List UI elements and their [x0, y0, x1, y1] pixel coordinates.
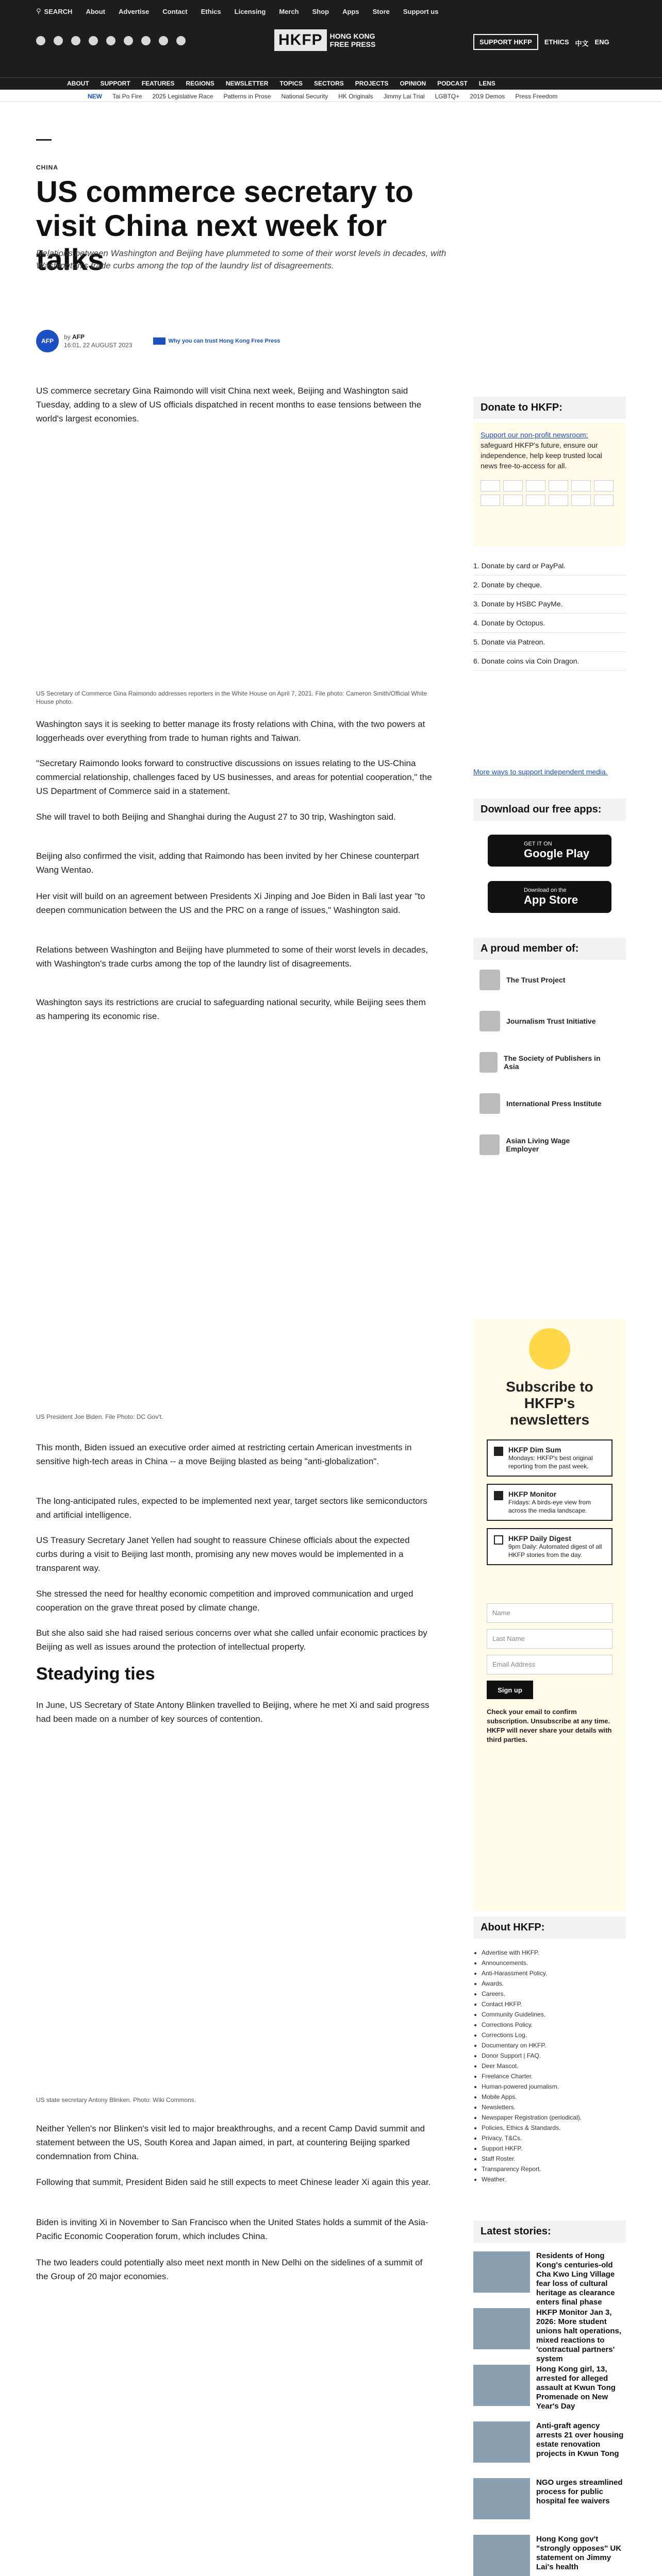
paragraph: Her visit will build on an agreement between Presidents Xi Jinping and Joe Biden in Bali last year "to deepen communication between the US and the PRC on a range of issues," Washington said. [36, 891, 425, 915]
about-link[interactable]: • Community Guidelines. [482, 2009, 626, 2020]
search-link[interactable]: ⚲ SEARCH [36, 7, 73, 15]
payment-cards [481, 480, 619, 506]
as-label: App Store [524, 893, 578, 906]
story-thumbnail [473, 2251, 530, 2293]
member-sopa[interactable] [479, 1051, 603, 1074]
trending-item[interactable]: Tai Po Fire [112, 93, 142, 100]
name-field[interactable]: Name [487, 1603, 613, 1623]
as-small: Download on the [524, 887, 567, 893]
member-name: Journalism Trust Initiative [506, 1017, 596, 1025]
nav-lens[interactable]: LENS [478, 80, 495, 87]
paragraph: Biden is inviting Xi in November to San Francisco when the United States holds a summit of the Asia-Pacific Economic Cooperation forum, which includes China. [36, 2217, 428, 2241]
top-link-shop[interactable]: Shop [312, 7, 329, 15]
trust-project-logo [479, 970, 500, 990]
donate-intro-link[interactable]: Support our non-profit newsroom: [481, 431, 588, 439]
newsletter-title: Subscribe to HKFP's newsletters [506, 1379, 593, 1428]
trending-bar [0, 91, 662, 102]
trending-item[interactable]: National Security [281, 93, 328, 100]
donate-box [473, 422, 626, 546]
trust-link[interactable] [153, 337, 280, 345]
email-icon[interactable] [159, 36, 168, 45]
about-link[interactable]: • Anti-Harassment Policy. [482, 1968, 626, 1978]
about-link[interactable]: • Advertise with HKFP. [482, 1947, 626, 1958]
nav-support[interactable]: SUPPORT [100, 80, 130, 87]
about-link[interactable]: • Human-powered journalism. [482, 2081, 626, 2092]
donate-option[interactable]: 5. Donate via Patreon. [473, 633, 626, 652]
living-wage-logo [479, 1134, 500, 1155]
top-link-ethics[interactable]: Ethics [201, 7, 221, 15]
paragraph: But she also said she had raised serious concerns over what she called unfair economic practices by Beijing as well as issues around the protection of intellectual property. [36, 1628, 427, 1652]
about-link[interactable]: • Contact HKFP. [482, 1999, 626, 2009]
image-caption: US state secretary Antony Blinken. Photo: Wiki Commons. [36, 2096, 196, 2104]
paragraph: She stressed the need for healthy economic competition and improved communication and urged cooperation on the grave threat posed by climate change. [36, 1589, 413, 1613]
header-actions [473, 34, 609, 50]
threads-icon[interactable] [89, 36, 98, 45]
sidebar-apps-title: Download our free apps: [473, 799, 626, 821]
donate-intro: safeguard HKFP's future, ensure our independence, help keep trusted local news free-to-access for all. [481, 441, 602, 470]
member-jti[interactable] [479, 1010, 603, 1032]
newsletter-option[interactable] [487, 1439, 613, 1477]
paragraph: She will travel to both Beijing and Shanghai during the August 27 to 30 trip, Washington said. [36, 812, 396, 822]
about-link[interactable]: • Newsletters. [482, 2102, 626, 2112]
checkbox-checked[interactable] [494, 1447, 503, 1456]
story-thumbnail [473, 2365, 530, 2406]
about-link[interactable]: • Privacy, T&Cs. [482, 2133, 626, 2143]
latest-story[interactable] [473, 2365, 626, 2411]
donate-option[interactable]: 2. Donate by cheque. [473, 575, 626, 595]
about-link[interactable]: • Transparency Report. [482, 2164, 626, 2174]
site-logo[interactable] [274, 25, 388, 56]
image-caption: US Secretary of Commerce Gina Raimondo addresses reporters in the White House on April 7, 2021. File photo: Cameron Smith/Official White House photo. [36, 690, 427, 705]
story-title[interactable]: NGO urges streamlined process for public hospital fee waivers [536, 2478, 623, 2505]
article-image [36, 428, 433, 685]
paragraph: US Treasury Secretary Janet Yellen had sought to reassure Chinese officials about the expected curbs during a visit to Beijing last month, promising any new moves would be implemented in a transparent way. [36, 1535, 410, 1573]
newsletter-name: HKFP Monitor [508, 1490, 557, 1498]
image-caption: US President Joe Biden. File Photo: DC Gov't. [36, 1413, 163, 1420]
latest-story[interactable] [473, 2535, 626, 2576]
newsletter-desc: Mondays: HKFP's best original reporting from the past week. [508, 1454, 593, 1470]
ipi-logo [479, 1093, 500, 1114]
paragraph: Neither Yellen's nor Blinken's visit led to major breakthroughs, and a recent Camp David summit and statement between the US, South Korea and Japan aimed, in part, at countering Beijing sparked condemnation from China. [36, 2124, 425, 2161]
instagram-icon[interactable] [71, 36, 80, 45]
paragraph: US commerce secretary Gina Raimondo will visit China next week, Beijing and Washington said Tuesday, adding to a slew of US officials dispatched in recent months to ease tensions between the world's largest economies. [36, 386, 422, 423]
about-links [482, 1947, 626, 2184]
patreon-icon [526, 495, 545, 506]
bell-icon [529, 1328, 570, 1369]
more-support-link[interactable]: More ways to support independent media. [473, 768, 608, 776]
article-image [36, 1030, 433, 1412]
gp-label: Google Play [524, 847, 590, 860]
story-thumbnail [473, 2421, 530, 2463]
story-title[interactable]: Hong Kong gov't "strongly opposes" UK statement on Jimmy Lai's health [536, 2535, 622, 2571]
member-trust-project[interactable] [479, 969, 603, 991]
top-link-apps[interactable]: Apps [342, 7, 359, 15]
linkedin-icon[interactable] [124, 36, 133, 45]
about-link[interactable]: • Freelance Charter. [482, 2071, 626, 2081]
member-living-wage[interactable] [479, 1133, 603, 1156]
facebook-icon[interactable] [36, 36, 45, 45]
newsletter-option[interactable] [487, 1528, 613, 1565]
youtube-icon[interactable] [141, 36, 151, 45]
about-link[interactable]: • Announcements. [482, 1958, 626, 1968]
about-link[interactable]: • Mobile Apps. [482, 2092, 626, 2102]
paragraph: The two leaders could potentially also meet next month in New Delhi on the sidelines of a summit of the Group of 20 major economies. [36, 2258, 423, 2281]
english-link[interactable]: ENG [594, 38, 609, 46]
story-title[interactable]: HKFP Monitor Jan 3, 2026: More student unions halt operations, mixed reactions to 'contractual partners' system [536, 2308, 622, 2363]
member-name: Asian Living Wage Employer [506, 1137, 570, 1153]
nav-about[interactable]: ABOUT [67, 80, 89, 87]
paragraph: Beijing also confirmed the visit, adding that Raimondo has been invited by her Chinese counterpart Wang Wentao. [36, 851, 419, 875]
trending-item[interactable]: 2025 Legislative Race [152, 93, 213, 100]
top-link-advertise[interactable]: Advertise [118, 7, 150, 15]
nav-newsletter[interactable]: NEWSLETTER [225, 80, 269, 87]
trending-item[interactable]: Jimmy Lai Trial [383, 93, 425, 100]
applepay-icon [571, 495, 591, 506]
top-links [36, 6, 438, 16]
sidebar-member-title: A proud member of: [473, 938, 626, 960]
top-link-contact[interactable]: Contact [162, 7, 188, 15]
paragraph: Following that summit, President Biden said he still expects to meet Chinese leader Xi again this year. [36, 2177, 431, 2187]
story-thumbnail [473, 2308, 530, 2349]
member-name: The Society of Publishers in Asia [504, 1054, 601, 1071]
about-link[interactable]: • Support HKFP. [482, 2143, 626, 2154]
member-name: The Trust Project [506, 976, 566, 984]
latest-story[interactable] [473, 2308, 626, 2363]
byline-meta: by AFP 16:01, 22 AUGUST 2023 [64, 333, 133, 349]
x-icon[interactable] [54, 36, 63, 45]
section-heading: Steadying ties [36, 1664, 155, 1684]
paragraph: This month, Biden issued an executive order aimed at restricting certain American investments in sensitive high-tech areas in China -- a move Beijing blasted as being "anti-globalization". [36, 1443, 412, 1466]
newsletter-desc: 9pm Daily: Automated digest of all HKFP stories from the day. [508, 1543, 602, 1558]
bluesky-icon[interactable] [106, 36, 115, 45]
newsletter-option[interactable] [487, 1484, 613, 1521]
paragraph: Washington says its restrictions are crucial to safeguarding national security, while Beijing sees them as hampering its economic rise. [36, 997, 426, 1021]
paypal-icon [481, 495, 500, 506]
logo-mark: HKFP [274, 29, 327, 51]
about-link[interactable]: • Corrections Log. [482, 2030, 626, 2040]
payme-icon [594, 480, 614, 492]
trending-item[interactable]: LGBTQ+ [435, 93, 460, 100]
member-name: International Press Institute [506, 1099, 602, 1108]
top-link-store[interactable]: Store [372, 7, 390, 15]
amex-icon [526, 480, 545, 492]
article-title: US commerce secretary to visit China next week for talks [36, 175, 413, 277]
site-header [0, 0, 662, 77]
story-thumbnail [473, 2478, 530, 2519]
latest-story[interactable] [473, 2251, 626, 2307]
latest-story[interactable] [473, 2478, 626, 2524]
sopa-logo [479, 1052, 498, 1073]
trending-item[interactable]: Patterns in Prose [223, 93, 271, 100]
ethics-link[interactable]: ETHICS [544, 38, 569, 46]
trust-label: Why you can trust Hong Kong Free Press [168, 338, 280, 344]
newsletter-desc: Fridays: A birds-eye view from across the media landscape. [508, 1499, 591, 1514]
trending-item[interactable]: 2019 Demos [470, 93, 505, 100]
checkbox-checked[interactable] [494, 1491, 503, 1500]
about-link[interactable]: • Staff Roster. [482, 2154, 626, 2164]
gp-small: GET IT ON [524, 841, 552, 847]
nav-projects[interactable]: PROJECTS [355, 80, 389, 87]
article-image [36, 1731, 433, 2092]
nav-features[interactable]: FEATURES [141, 80, 175, 87]
last-name-field[interactable]: Last Name [487, 1629, 613, 1649]
sidebar-donate-title: Donate to HKFP: [473, 397, 626, 419]
nav-podcast[interactable]: PODCAST [437, 80, 468, 87]
unionpay-icon [571, 480, 591, 492]
trending-label: NEW [88, 93, 102, 100]
story-title[interactable]: Hong Kong girl, 13, arrested for alleged assault at Kwun Tong Promenade on New Year's Day [536, 2365, 616, 2411]
trending-item[interactable]: Press Freedom [515, 93, 558, 100]
social-icons [36, 36, 186, 45]
story-title[interactable]: Residents of Hong Kong's centuries-old Cha Kwo Ling Village fear loss of cultural heritage as clearance enters final phase [536, 2251, 615, 2307]
whatsapp-icon[interactable] [176, 36, 186, 45]
donate-option[interactable]: 1. Donate by card or PayPal. [473, 556, 626, 575]
author-avatar[interactable]: AFP [36, 330, 59, 352]
byline [36, 330, 280, 352]
divider [36, 139, 52, 141]
sidebar-latest-title: Latest stories: [473, 2221, 626, 2243]
google-play-button[interactable] [488, 835, 611, 867]
nav-sectors[interactable]: SECTORS [313, 80, 344, 87]
newsletter-name: HKFP Dim Sum [508, 1446, 561, 1454]
top-link-support[interactable]: Support us [403, 7, 439, 15]
visa-icon [503, 480, 523, 492]
signup-button[interactable]: Sign up [487, 1681, 533, 1699]
sidebar-about-title: About HKFP: [473, 1917, 626, 1939]
article-subtitle: Relations between Washington and Beijing have plummeted to some of their worst levels in decades, with Washington's trade curbs among the top of the laundry list of disagreements. [36, 248, 446, 270]
about-link[interactable]: • Corrections Policy. [482, 2020, 626, 2030]
donate-options [473, 556, 626, 671]
paragraph: Washington says it is seeking to better manage its frosty relations with China, with the two powers at loggerheads over everything from trade to human rights and Taiwan. [36, 719, 425, 743]
article-category[interactable]: CHINA [36, 164, 58, 171]
jcb-icon [549, 480, 568, 492]
paragraph: Relations between Washington and Beijing have plummeted to some of their worst levels in decades, with Washington's trade curbs among the top of the laundry list of disagreements. [36, 945, 428, 969]
member-ipi[interactable] [479, 1092, 603, 1115]
newsletter-note: Check your email to confirm subscription. Unsubscribe at any time. HKFP will never share your details with third parties. [487, 1708, 612, 1743]
latest-story[interactable] [473, 2421, 626, 2468]
newsletter-name: HKFP Daily Digest [508, 1534, 571, 1543]
donate-option[interactable]: 3. Donate by HSBC PayMe. [473, 595, 626, 614]
about-link[interactable]: • Policies, Ethics & Standards. [482, 2123, 626, 2133]
support-hkfp-button[interactable]: SUPPORT HKFP [473, 34, 538, 50]
story-title[interactable]: Anti-graft agency arrests 21 over housing estate renovation projects in Kwun Tong [536, 2421, 624, 2458]
top-link-licensing[interactable]: Licensing [234, 7, 266, 15]
checkbox-unchecked[interactable] [494, 1535, 503, 1545]
email-field[interactable]: Email Address [487, 1655, 613, 1674]
nav-regions[interactable]: REGIONS [186, 80, 214, 87]
top-link-about[interactable]: About [86, 7, 105, 15]
newsletter-signup [473, 1319, 626, 1911]
about-link[interactable]: • Donor Support | FAQ. [482, 2050, 626, 2061]
donate-option[interactable]: 6. Donate coins via Coin Dragon. [473, 652, 626, 671]
about-link[interactable]: • Awards. [482, 1978, 626, 1989]
about-link[interactable]: • Newspaper Registration (periodical). [482, 2112, 626, 2123]
fps-icon [594, 495, 614, 506]
jti-logo [479, 1011, 500, 1031]
mastercard-icon [481, 480, 500, 492]
about-link[interactable]: • Careers. [482, 1989, 626, 1999]
top-link-merch[interactable]: Merch [279, 7, 299, 15]
paragraph: In June, US Secretary of State Antony Blinken travelled to Beijing, where he met Xi and said progress had been made on a number of key sources of contention. [36, 1700, 429, 1724]
trending-item[interactable]: HK Originals [338, 93, 373, 100]
nav-opinion[interactable]: OPINION [400, 80, 426, 87]
main-nav [0, 77, 662, 90]
paragraph: "Secretary Raimondo looks forward to constructive discussions on issues relating to the US-China commercial relationship, challenges faced by US businesses, and areas for potential cooperation," the US Department of Commerce said in a statement. [36, 758, 432, 796]
app-store-button[interactable] [488, 881, 611, 913]
paragraph: The long-anticipated rules, expected to be implemented next year, target sectors like semiconductors and artificial intelligence. [36, 1496, 427, 1520]
octopus-icon [503, 495, 523, 506]
about-link[interactable]: • Weather. [482, 2174, 626, 2184]
chinese-link[interactable]: 中文 [575, 40, 589, 47]
publish-date: 16:01, 22 AUGUST 2023 [64, 342, 133, 349]
googlepay-icon [549, 495, 568, 506]
about-link[interactable]: • Documentary on HKFP. [482, 2040, 626, 2050]
story-thumbnail [473, 2535, 530, 2576]
donate-option[interactable]: 4. Donate by Octopus. [473, 614, 626, 633]
logo-text: HONG KONG FREE PRESS [329, 32, 376, 48]
about-link[interactable]: • Deer Mascot. [482, 2061, 626, 2071]
trust-icon [153, 337, 166, 345]
author-name[interactable]: AFP [72, 333, 85, 341]
nav-topics[interactable]: TOPICS [279, 80, 303, 87]
